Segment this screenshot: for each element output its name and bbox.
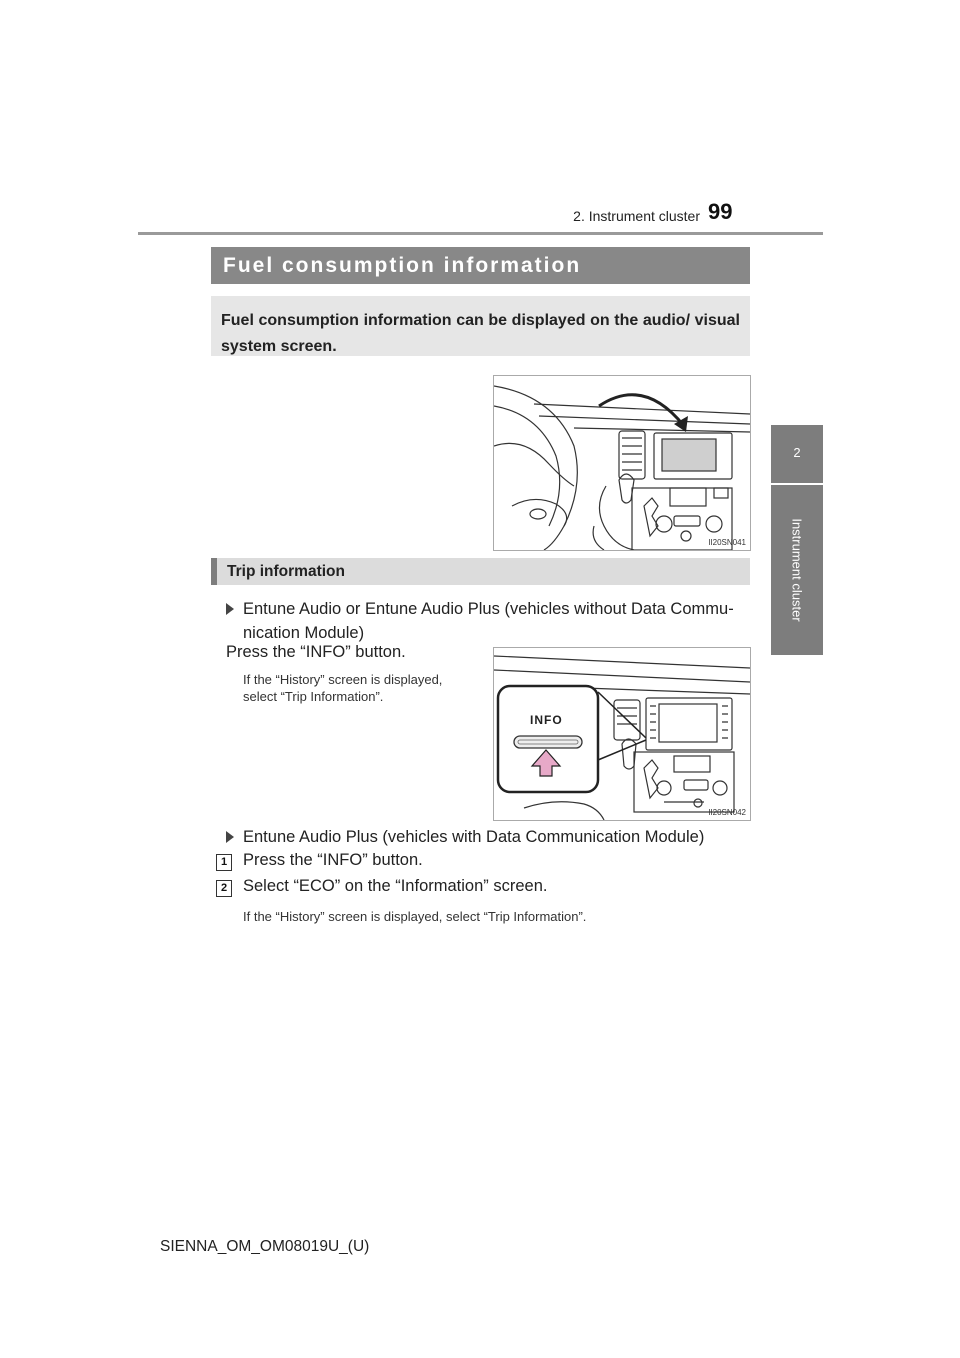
bullet-item-1 <box>226 597 750 645</box>
header-section-title: 2. Instrument cluster <box>573 208 700 224</box>
step-number-1: 1 <box>216 854 232 871</box>
history-note <box>243 671 483 705</box>
page-number: 99 <box>708 199 733 224</box>
figure-1-code: II20SN041 <box>708 538 746 547</box>
trip-info-heading: Trip information <box>211 558 750 585</box>
bullet-1-line-2: nication Module) <box>243 624 365 642</box>
press-info-text: Press the “INFO” button. <box>226 643 406 661</box>
dashboard-figure-1 <box>493 375 751 551</box>
header-divider <box>138 232 823 235</box>
chapter-tab-number: 2 <box>771 425 823 483</box>
bullet-1-line-1: Entune Audio or Entune Audio Plus (vehicles without Data Commu- <box>243 600 734 618</box>
dashboard-illustration <box>494 376 750 550</box>
bullet-triangle-icon <box>226 831 234 843</box>
history-note-line-2: select “Trip Information”. <box>243 689 384 704</box>
bullet-item-2 <box>226 825 750 849</box>
step-number-2: 2 <box>216 880 232 897</box>
document-id-footer: SIENNA_OM_OM08019U_(U) <box>160 1238 370 1255</box>
info-button-label: INFO <box>530 713 563 727</box>
step-1-text: Press the “INFO” button. <box>243 851 423 869</box>
chapter-tab-label: Instrument cluster <box>789 518 805 622</box>
intro-box: Fuel consumption information can be displayed on the audio/ visual system screen. <box>211 296 750 356</box>
history-note-2: If the “History” screen is displayed, select “Trip Information”. <box>243 909 587 924</box>
info-button-illustration <box>494 648 750 820</box>
bullet-2-text: Entune Audio Plus (vehicles with Data Communication Module) <box>243 828 705 846</box>
section-title: Fuel consumption information <box>211 247 750 284</box>
dashboard-figure-2 <box>493 647 751 821</box>
chapter-tab <box>771 485 823 655</box>
step-2-text: Select “ECO” on the “Information” screen. <box>243 877 548 895</box>
bullet-triangle-icon <box>226 603 234 615</box>
figure-2-code: II20SN042 <box>708 808 746 817</box>
history-note-line-1: If the “History” screen is displayed, <box>243 672 443 687</box>
